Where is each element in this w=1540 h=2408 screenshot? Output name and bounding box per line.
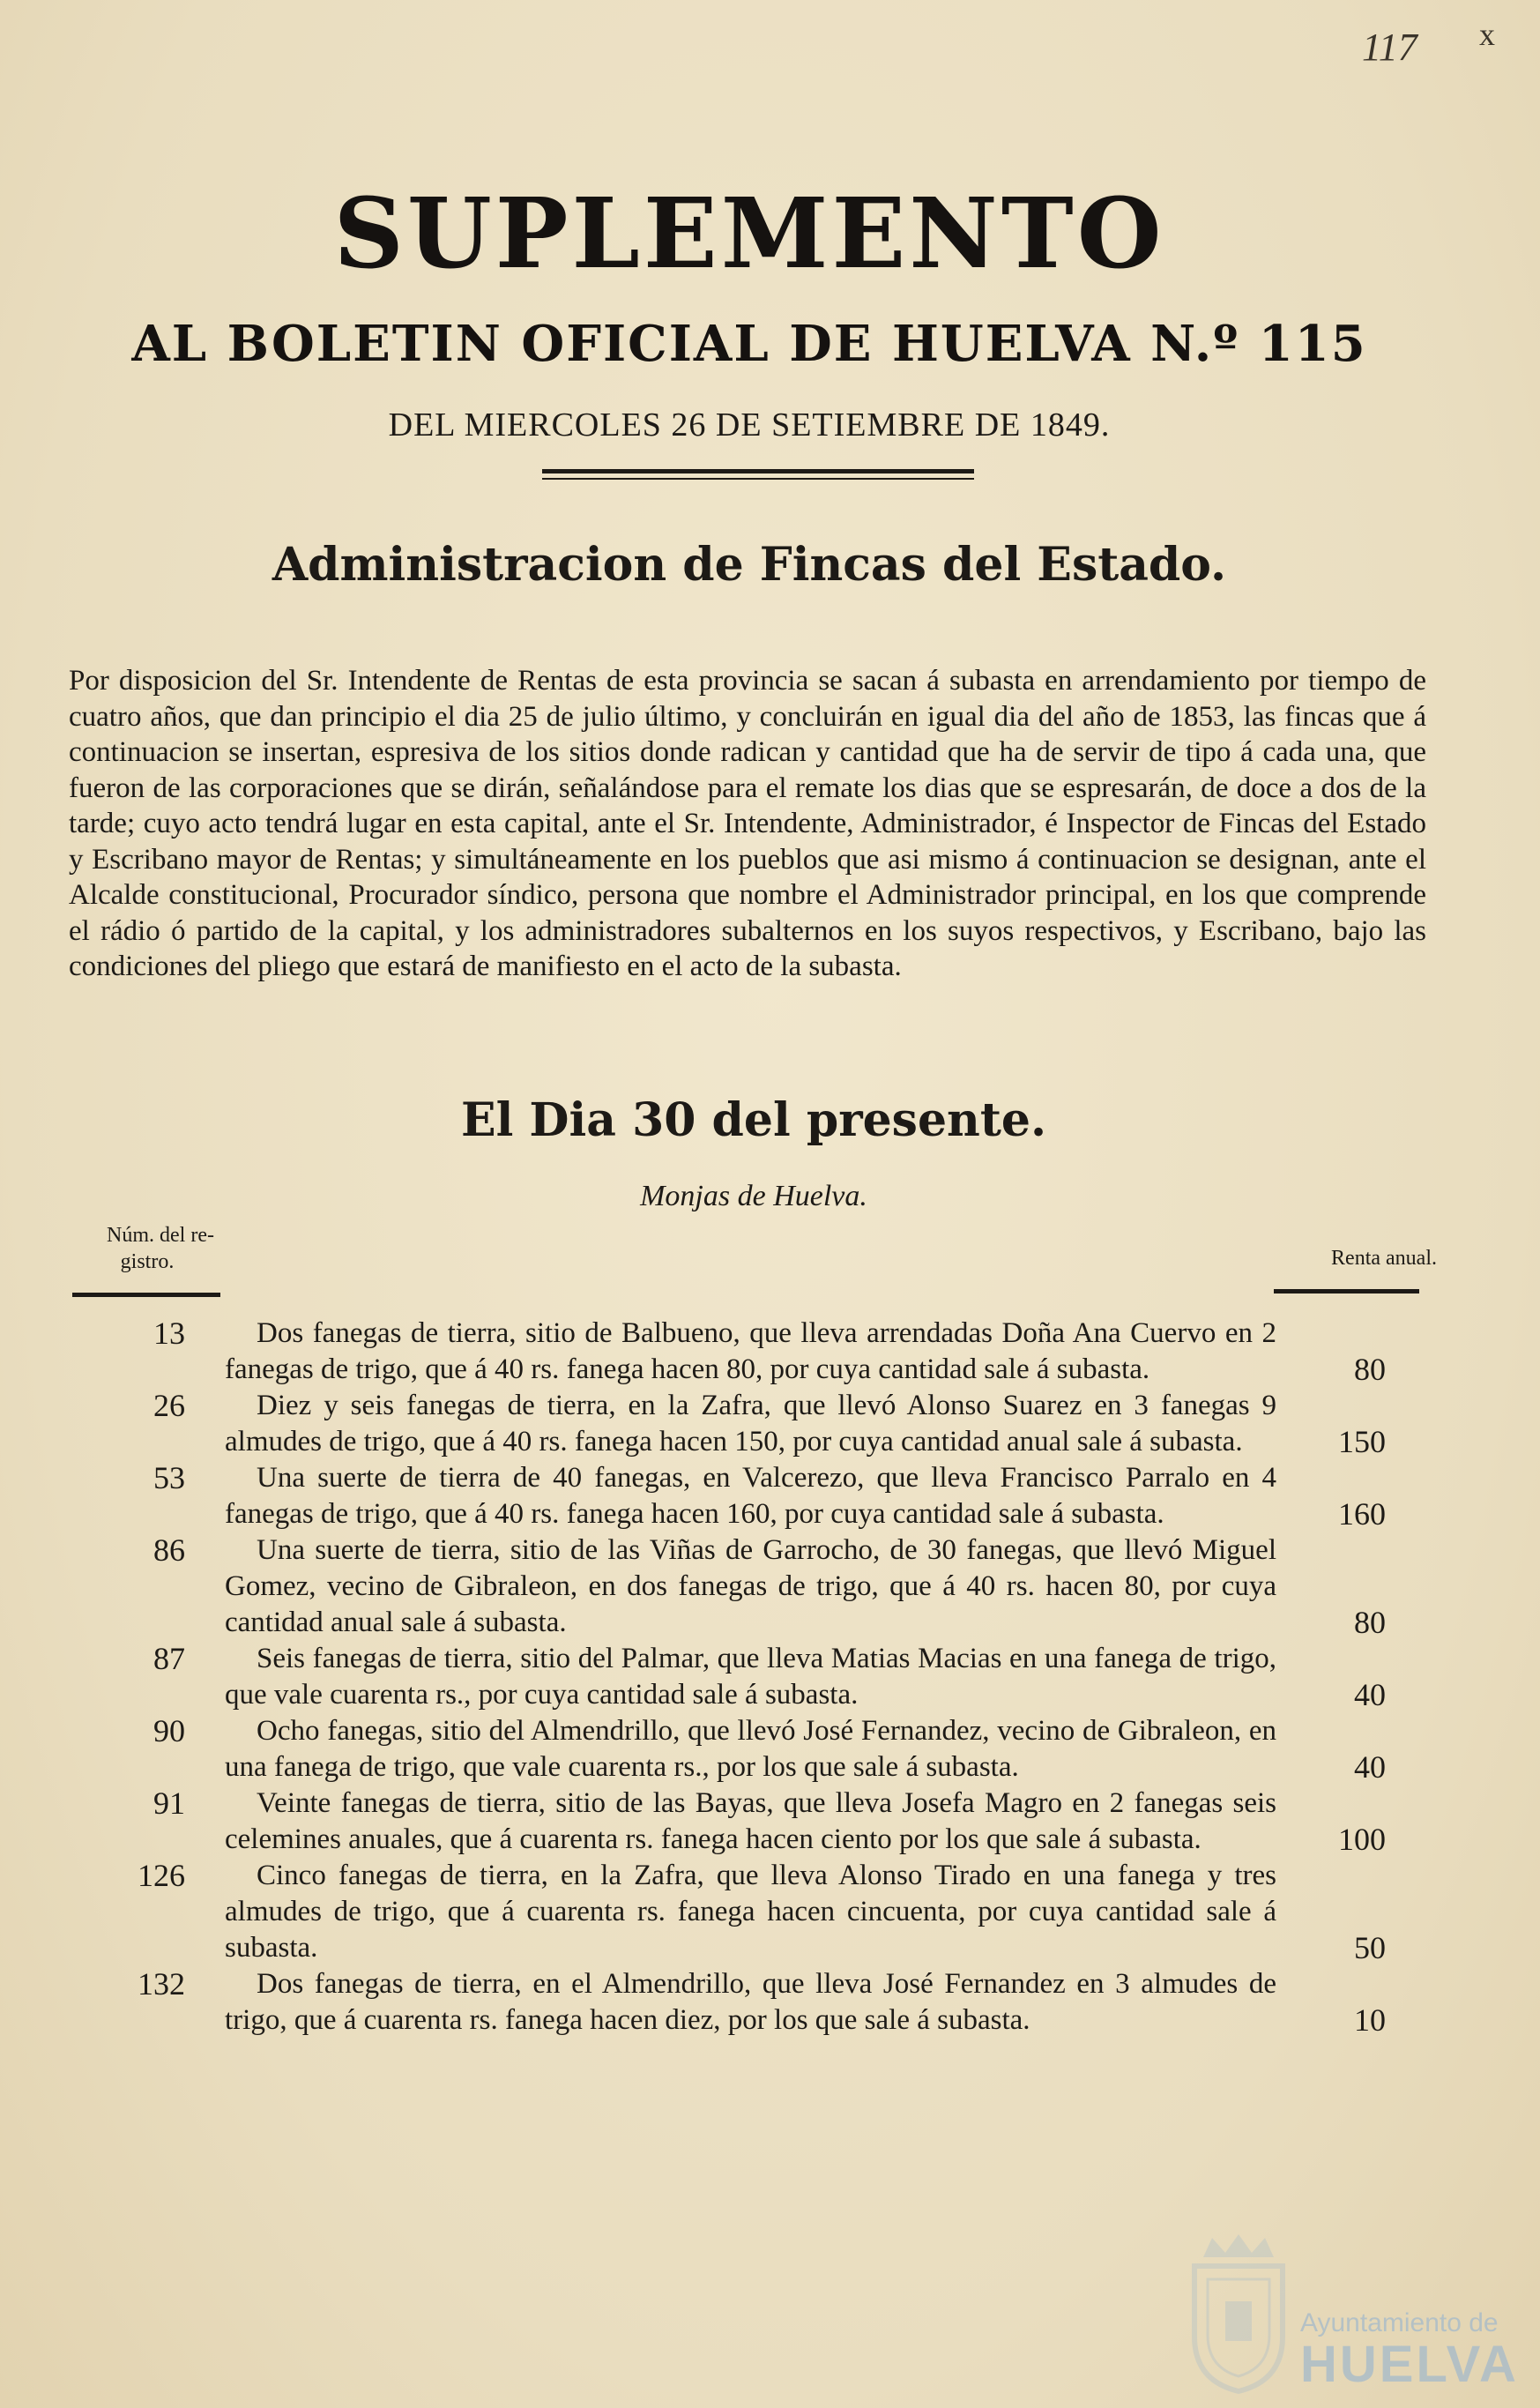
entry-rent: 10 [1354, 2002, 1386, 2038]
column-rule-left [72, 1293, 220, 1297]
column-header-rent: Renta anual. [1331, 1247, 1437, 1270]
entry-row [0, 1532, 1540, 1641]
entry-rent: 150 [1338, 1424, 1386, 1459]
entry-list [0, 1316, 1540, 2039]
entry-number: 26 [153, 1388, 185, 1423]
column-header-registry-line1: Núm. del re- [107, 1224, 214, 1247]
watermark-text-big: HUELVA [1300, 2336, 1519, 2393]
header-rule-thin [542, 478, 974, 480]
entry-description: Cinco fanegas de tierra, en la Zafra, que lleva Alonso Tirado en una fanega y tres almudes de trigo, que á cuarenta rs. fanega hacen cincuenta, por cuya cantidad sale á subasta. [225, 1860, 1276, 1964]
document-dateline: DEL MIERCOLES 26 DE SETIEMBRE DE 1849. [388, 406, 1111, 444]
entry-number: 91 [153, 1785, 185, 1821]
header-rule-thick [542, 469, 974, 473]
entry-description: Seis fanegas de tierra, sitio del Palmar, que lleva Matias Macias en una fanega de trigo, que vale cuarenta rs., por cuya cantidad sale á subasta. [225, 1643, 1276, 1711]
section-heading: Administracion de Fincas del Estado. [272, 538, 1227, 592]
corner-mark: x [1479, 17, 1495, 52]
entry-row [0, 1641, 1540, 1713]
entry-row [0, 1316, 1540, 1388]
entry-description: Dos fanegas de tierra, en el Almendrillo, que lleva José Fernandez en 3 almudes de trigo, que á cuarenta rs. fanega hacen diez, por los que sale á subasta. [225, 1968, 1276, 2036]
auction-subsection: Monjas de Huelva. [640, 1180, 867, 1212]
auction-day-heading: El Dia 30 del presente. [460, 1093, 1047, 1147]
entry-rent: 80 [1354, 1605, 1386, 1640]
watermark-text-small: Ayuntamiento de [1300, 2308, 1499, 2337]
entry-row [0, 1785, 1540, 1858]
column-rule-right [1274, 1289, 1419, 1293]
entry-rent: 40 [1354, 1749, 1386, 1785]
entry-description: Una suerte de tierra, sitio de las Viñas de Garrocho, de 30 fanegas, que llevó Miguel Gomez, vecino de Gibraleon, en dos fanegas de trigo, que á 40 rs. hacen 80, por cuya cantidad anual sale á subasta. [225, 1534, 1276, 1638]
column-header-registry [72, 1222, 249, 1275]
entry-row [0, 1858, 1540, 1966]
entry-rent: 100 [1338, 1822, 1386, 1857]
entry-row [0, 1388, 1540, 1460]
entry-description: Dos fanegas de tierra, sitio de Balbueno, que lleva arrendadas Doña Ana Cuervo en 2 fanegas de trigo, que á 40 rs. fanega hacen 80, por cuya cantidad sale á subasta. [225, 1317, 1276, 1385]
entry-description: Veinte fanegas de tierra, sitio de las Bayas, que lleva Josefa Magro en 2 fanegas seis celemines anuales, que á cuarenta rs. fanega hacen ciento por los que sale á subasta. [225, 1787, 1276, 1855]
entry-row [0, 1713, 1540, 1785]
column-header-registry-line2: gistro. [120, 1250, 175, 1273]
intro-paragraph: Por disposicion del Sr. Intendente de Rentas de esta provincia se sacan á subasta en arrendamiento por tiempo de cuatro años, que dan principio el dia 25 de julio último, y concluirán en igual dia del año de 1853, las fincas que á continuacion se insertan, espresiva de los sitios donde radican y cantidad que ha de servir de tipo á cada una, que fueron de las corporaciones que se dirán, señalándose para el remate los dias que se espresarán, de doce a dos de la tarde; cuyo acto tendrá lugar en esta capital, ante el Sr. Intendente, Administrador, é Inspector de Fincas del Estado y Escribano mayor de Rentas; y simultáneamente en los pueblos que asi mismo á continuacion se designan, ante el Alcalde constitucional, Procurador síndico, persona que nombre el Administrador principal, en los que comprende el rádio ó partido de la capital, y los administradores subalternos en los suyos respectivos, y Escribano, bajo las condiciones del pliego que estará de manifiesto en el acto de la subasta. [69, 665, 1426, 982]
entry-number: 53 [153, 1460, 185, 1495]
entry-description: Ocho fanegas, sitio del Almendrillo, que llevó José Fernandez, vecino de Gibraleon, en una fanega de trigo, que vale cuarenta rs., por los que sale á subasta. [225, 1715, 1276, 1783]
entry-description: Una suerte de tierra de 40 fanegas, en Valcerezo, que lleva Francisco Parralo en 4 fanegas de trigo, que á 40 rs. fanega hacen 160, por cuya cantidad sale á subasta. [225, 1462, 1276, 1530]
page-number: 117 [1362, 26, 1417, 69]
city-crest-watermark-icon [1177, 2231, 1300, 2394]
entry-rent: 40 [1354, 1677, 1386, 1712]
document-title: SUPLEMENTO [333, 176, 1165, 290]
entry-number: 126 [138, 1858, 185, 1893]
entry-rent: 50 [1354, 1930, 1386, 1965]
entry-row [0, 1966, 1540, 2039]
entry-rent: 80 [1354, 1352, 1386, 1387]
entry-row [0, 1460, 1540, 1532]
entry-rent: 160 [1338, 1496, 1386, 1532]
entry-number: 90 [153, 1713, 185, 1748]
entry-description: Diez y seis fanegas de tierra, en la Zafra, que llevó Alonso Suarez en 3 fanegas 9 almudes de trigo, que á 40 rs. fanega hacen 150, por cuya cantidad anual sale á subasta. [225, 1390, 1276, 1457]
document-subtitle: AL BOLETIN OFICIAL DE HUELVA N.º 115 [131, 315, 1367, 373]
entry-number: 86 [153, 1532, 185, 1568]
entry-number: 13 [153, 1316, 185, 1351]
entry-number: 87 [153, 1641, 185, 1676]
entry-number: 132 [138, 1966, 185, 2002]
